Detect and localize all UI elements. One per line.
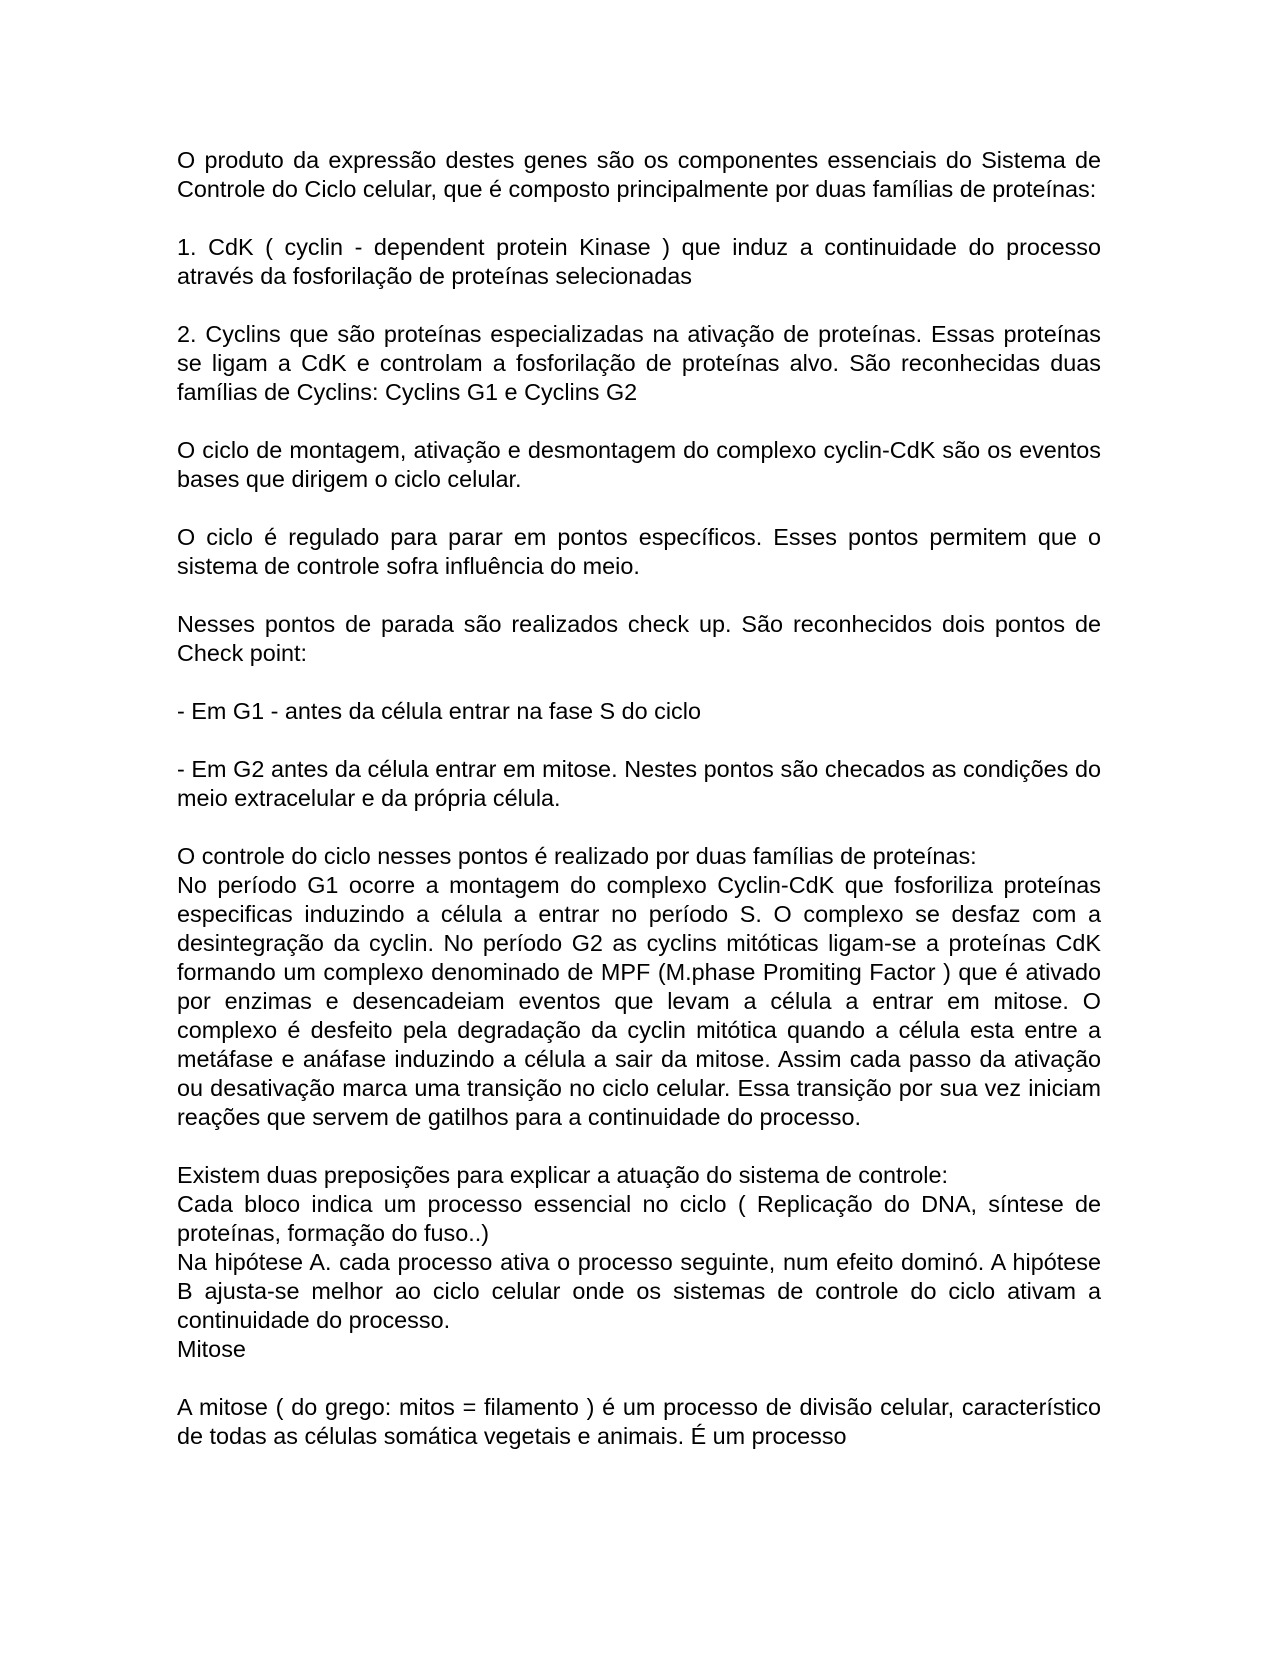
paragraph-g2-checkpoint: - Em G2 antes da célula entrar em mitose. Nestes pontos são checados as condições do meio extracelular e da própria célula. <box>177 756 1101 811</box>
paragraph-intro: O produto da expressão destes genes são os componentes essenciais do Sistema de Controle do Ciclo celular, que é composto principalmente por duas famílias de proteínas: <box>177 147 1101 202</box>
paragraph-regulation: O ciclo é regulado para parar em pontos específicos. Esses pontos permitem que o sistema de controle sofra influência do meio. <box>177 524 1101 579</box>
section-heading-mitose: Mitose <box>177 1336 246 1362</box>
paragraph-cyclin-cdk-cycle: O ciclo de montagem, ativação e desmontagem do complexo cyclin-CdK são os eventos bases que dirigem o ciclo celular. <box>177 437 1101 492</box>
paragraph-blocks: Cada bloco indica um processo essencial no ciclo ( Replicação do DNA, síntese de proteínas, formação do fuso..) <box>177 1191 1101 1246</box>
paragraph-g1-g2-periods: No período G1 ocorre a montagem do complexo Cyclin-CdK que fosforiliza proteínas especificas induzindo a célula a entrar no período S. O complexo se desfaz com a desintegração da cyclin. No período G2 as cyclins mitóticas ligam-se a proteínas CdK formando um complexo denominado de MPF (M.phase Promiting Factor ) que é ativado por enzimas e desencadeiam eventos que levam a célula a entrar em mitose. O complexo é desfeito pela degradação da cyclin mitótica quando a célula esta entre a metáfase e anáfase induzindo a célula a sair da mitose. Assim cada passo da ativação ou desativação marca uma transição no ciclo celular. Essa transição por sua vez iniciam reações que servem de gatilhos para a continuidade do processo. <box>177 872 1101 1130</box>
paragraph-hypotheses: Na hipótese A. cada processo ativa o processo seguinte, num efeito dominó. A hipótese B ajusta-se melhor ao ciclo celular onde os sistemas de controle do ciclo ativam a continuidade do processo. <box>177 1249 1101 1333</box>
paragraph-g1-checkpoint: - Em G1 - antes da célula entrar na fase S do ciclo <box>177 698 701 724</box>
paragraph-cyclins: 2. Cyclins que são proteínas especializadas na ativação de proteínas. Essas proteínas se ligam a CdK e controlam a fosforilação de proteínas alvo. São reconhecidas duas famílias de Cyclins: Cyclins G1 e Cyclins G2 <box>177 321 1101 405</box>
document-page <box>177 146 1101 1451</box>
paragraph-checkpoints: Nesses pontos de parada são realizados check up. São reconhecidos dois pontos de Check point: <box>177 611 1101 666</box>
paragraph-cdk: 1. CdK ( cyclin - dependent protein Kinase ) que induz a continuidade do processo através da fosforilação de proteínas selecionadas <box>177 234 1101 289</box>
paragraph-mitose: A mitose ( do grego: mitos = filamento ) é um processo de divisão celular, característico de todas as células somática vegetais e animais. É um processo <box>177 1394 1101 1449</box>
paragraph-propositions: Existem duas preposições para explicar a atuação do sistema de controle: <box>177 1162 949 1188</box>
paragraph-control-families: O controle do ciclo nesses pontos é realizado por duas famílias de proteínas: <box>177 843 977 869</box>
